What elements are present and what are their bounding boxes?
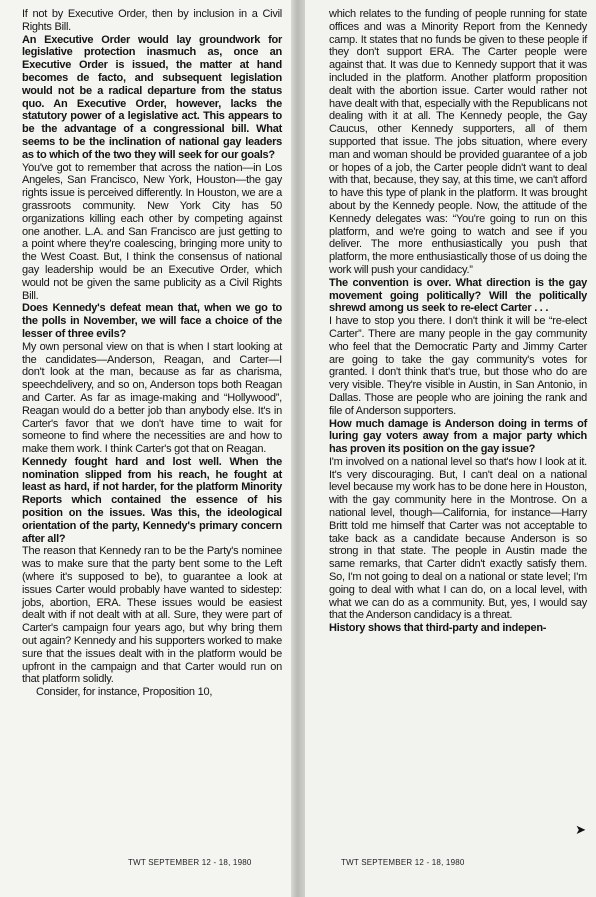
interview-answer: You've got to remember that across the nation—in Los Angeles, San Francisco, New York, Houston—the gay rights issue is perceived differently. In Houston, we are a grassroots community. New York City has 50 organizations killing each other by competing against one another. L.A. and San Francisco are just getting to a point where they're coalescing, bringing more unity to the West Coast. But, I think the consensus of national gay leadership would be an Executive Order, which would not be given the same publicity as a Civil Rights Bill.	[22, 161, 282, 302]
interview-answer: I'm involved on a national level so that's how I look at it. It's very discouraging. But, I can't deal on a national level because my work has to be done here in Houston, with the gay community here in the Montrose. On a national level, though—California, for instance—Harry Britt told me himself that Carter was not acceptable to take back as a candidate because Anderson is so strong in that state. The people in Austin made the same remarks, that Carter didn't exactly satisfy them. So, I'm not going to deal on a national or state level; I'm going to deal with what I can do, on a local level, with what we can do as a community. But, yes, I would say that the Anderson candidacy is a threat.	[329, 455, 587, 622]
right-page	[305, 0, 596, 897]
interview-question: An Executive Order would lay groundwork for legislative protection inasmuch as, once an Executive Order is issued, the matter at hand becomes de facto, and subsequent legislation would not be a radical departure from the status quo. An Executive Order, however, lacks the statutory power of a legislative act. This appears to be the advantage of a congressional bill. What seems to be the inclination of national gay leaders as to which of the two they will seek for our goals?	[22, 33, 282, 161]
interview-question: Does Kennedy's defeat mean that, when we go to the polls in November, we will face a choice of the lesser of three evils?	[22, 302, 282, 340]
interview-answer: Consider, for instance, Proposition 10,	[36, 686, 213, 699]
interview-answer: which relates to the funding of people running for state offices and was a Minority Report from the Kennedy camp. It states that no funds be given to these people if they don't support ERA. The Carter people were against that. It was due to Kennedy support that it was included in the platform. Another platform proposition dealt with the abortion issue. Carter would rather not have dealt with that, especially with the Republicans not dealing with it at all. The Kennedy people, the Gay Caucus, other Kennedy supporters, all of them supported that issue. The jobs situation, where every man and woman should be provided guarantee of a job or hopes of a job, the Carter people didn't want to deal with that, because, they say, at this time, we can't afford to have this type of plank in the platform. It was brought about by the Kennedy people. Now, the attitude of the Kennedy delegates was: “You're going to run on this platform, and we're going to watch and see if you deliver. The more enthusiastically you push that platform, the more enthusiastically those of us doing the work will push your candidacy.”	[329, 8, 587, 276]
interview-answer: I have to stop you there. I don't think it will be “re-elect Carter”. There are many people in the gay community who feel that the Democratic Party and Jimmy Carter are going to take the gay community's votes for granted. I don't think that's true, but those who do are very visible. They're visible in Austin, in San Antonio, in Dallas. Those are people who are joining the rank and file of Anderson supporters.	[329, 315, 587, 417]
interview-question: How much damage is Anderson doing in terms of luring gay voters away from a major party which has proven its position on the gay issue?	[329, 417, 587, 456]
interview-answer: The reason that Kennedy ran to be the Party's nominee was to make sure that the party bent some to the Left (where it's supposed to be), to guarantee a look at issues Carter would probably have wanted to sidestep: jobs, abortion, ERA. These issues would be easiest dealt with if not dealt with at all. Sure, they were part of Carter's campaign four years ago, but why bring them out again? Kennedy and his supporters worked to make sure that the issues dealt with in the platform would be upfront in the campaign and that Carter would run on that platform solidly.	[22, 545, 282, 686]
left-page	[0, 0, 291, 897]
interview-answer: If not by Executive Order, then by inclusion in a Civil Rights Bill.	[22, 8, 282, 33]
left-page-footer: TWT SEPTEMBER 12 - 18, 1980	[128, 858, 252, 867]
left-page-text-column	[22, 8, 282, 699]
interview-question: Kennedy fought hard and lost well. When the nomination slipped from his reach, he fought at least as hard, if not harder, for the platform Minority Reports which contained the essence of his position on the issues. Was this, the ideological orientation of the party, Kennedy's primary concern after all?	[22, 455, 282, 545]
continue-arrow-icon: ➤	[575, 822, 586, 837]
right-page-footer: TWT SEPTEMBER 12 - 18, 1980	[341, 858, 465, 867]
page-gutter	[291, 0, 305, 897]
interview-question: The convention is over. What direction is the gay movement going politically? Will the politically shrewd among us seek to re-elect Carter . . .	[329, 276, 587, 315]
interview-question: History shows that third-party and indepen-	[329, 622, 547, 635]
right-page-text-column	[329, 8, 587, 635]
interview-answer: My own personal view on that is when I start looking at the candidates—Anderson, Reagan, and Carter—I don't look at the man, because as far as charisma, speechdelivery, and so on, Anderson tops both Reagan and Carter. As far as image-making and “Hollywood”, Reagan would do a better job than anybody else. It's in Carter's favor that we don't have time to wait for someone to find where the necessities are and how to make them work. I think Carter's got that on Reagan.	[22, 340, 282, 456]
